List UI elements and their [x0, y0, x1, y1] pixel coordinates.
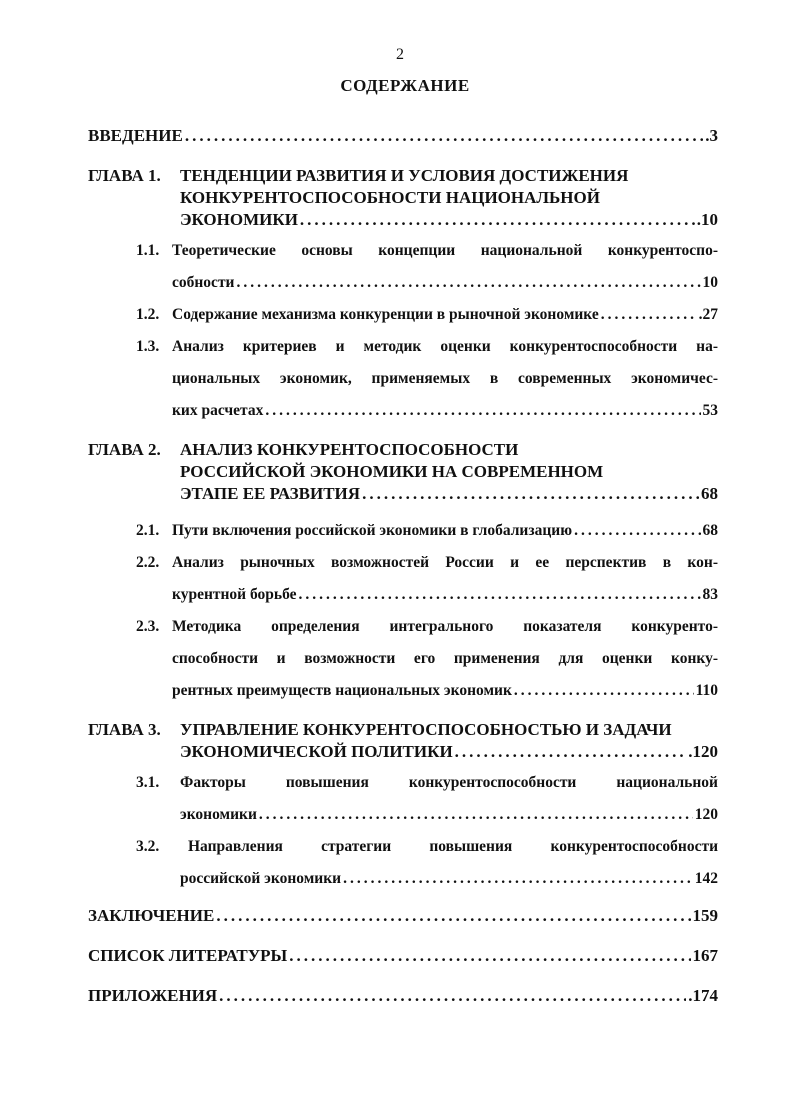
chapter-3-title-line1: УПРАВЛЕНИЕ КОНКУРЕНТОСПОСОБНОСТЬЮ И ЗАДАЧИ: [180, 720, 672, 739]
toc-entry-label: ВВЕДЕНИЕ: [88, 126, 183, 145]
toc-entry-intro[interactable]: [88, 126, 718, 146]
section-number: 2.3.: [136, 618, 160, 635]
section-number: 1.3.: [136, 338, 160, 355]
dot-leader: [343, 870, 693, 888]
toc-entry-section-1-1[interactable]: [172, 274, 718, 292]
toc-entry-page: .174: [688, 986, 718, 1005]
toc-entry-section-3-2[interactable]: [180, 870, 718, 888]
toc-entry-page: 110: [695, 682, 718, 699]
section-1-3-line2[interactable]: циональных экономик, применяемых в современных экономичес-: [172, 370, 718, 387]
toc-entry-page: .3: [705, 126, 718, 145]
section-number: 2.1.: [136, 522, 160, 539]
toc-entry-section-2-2[interactable]: [172, 586, 718, 604]
toc-entry-chapter-1[interactable]: [180, 210, 718, 230]
dot-leader: [259, 806, 693, 824]
section-2-2-line2: курентной борьбе: [172, 586, 297, 603]
chapter-1-prefix: ГЛАВА 1.: [88, 166, 161, 185]
section-1-1-line2: собности: [172, 274, 235, 291]
toc-entry-page: .120: [688, 742, 718, 761]
section-2-1-line1: Пути включения российской экономики в глобализацию: [172, 522, 573, 539]
dot-leader: [601, 306, 697, 324]
toc-entry-label: ЗАКЛЮЧЕНИЕ: [88, 906, 215, 925]
toc-entry-page: 10: [702, 274, 718, 291]
chapter-2-prefix: ГЛАВА 2.: [88, 440, 161, 459]
toc-entry-page: 159: [692, 906, 718, 925]
section-number: 3.2.: [136, 838, 160, 855]
dot-leader: [455, 742, 687, 762]
section-2-3-line1[interactable]: Методика определения интегрального показателя конкуренто-: [172, 618, 718, 635]
section-1-2-line1: Содержание механизма конкуренции в рыночной экономике: [172, 306, 599, 323]
section-3-2-line2: российской экономики: [180, 870, 342, 887]
chapter-1-title-line2: КОНКУРЕНТОСПОСОБНОСТИ НАЦИОНАЛЬНОЙ: [180, 188, 600, 207]
toc-entry-page: .27: [698, 306, 718, 323]
toc-entry-chapter-2[interactable]: [180, 484, 718, 504]
section-number: 3.1.: [136, 774, 160, 791]
toc-entry-section-1-2[interactable]: [172, 306, 718, 324]
dot-leader: [574, 522, 700, 540]
toc-entry-conclusion[interactable]: [88, 906, 718, 926]
chapter-2-title-line3: ЭТАПЕ ЕЕ РАЗВИТИЯ: [180, 484, 361, 503]
dot-leader: [236, 274, 700, 292]
section-number: 2.2.: [136, 554, 160, 571]
section-3-2-line1[interactable]: Направления стратегии повышения конкурентоспособности: [188, 838, 718, 855]
page-title: СОДЕРЖАНИЕ: [340, 76, 470, 95]
chapter-3-title-line2: ЭКОНОМИЧЕСКОЙ ПОЛИТИКИ: [180, 742, 453, 761]
section-1-3-line1[interactable]: Анализ критериев и методик оценки конкурентоспособности на-: [172, 338, 718, 355]
toc-entry-page: 142: [694, 870, 718, 887]
toc-entry-section-1-3[interactable]: [172, 402, 718, 420]
section-2-2-line1[interactable]: Анализ рыночных возможностей России и ее перспектив в кон-: [172, 554, 718, 571]
chapter-3-prefix: ГЛАВА 3.: [88, 720, 161, 739]
section-3-1-line2: экономики: [180, 806, 257, 823]
dot-leader: [185, 126, 703, 146]
toc-entry-page: 167: [692, 946, 718, 965]
toc-entry-page: .10: [696, 210, 718, 229]
toc-entry-references[interactable]: [88, 946, 718, 966]
page-number: 2: [396, 46, 404, 63]
toc-entry-page: 53: [702, 402, 718, 419]
toc-entry-chapter-3[interactable]: [180, 742, 718, 762]
section-number: 1.2.: [136, 306, 160, 323]
toc-entry-page: 68: [702, 522, 718, 539]
chapter-1-title-line1: ТЕНДЕНЦИИ РАЗВИТИЯ И УСЛОВИЯ ДОСТИЖЕНИЯ: [180, 166, 629, 185]
toc-entry-label: ПРИЛОЖЕНИЯ: [88, 986, 218, 1005]
dot-leader: [265, 402, 700, 420]
dot-leader: [216, 906, 690, 926]
section-1-3-line3: ких расчетах: [172, 402, 264, 419]
toc-entry-page: 68: [701, 484, 718, 503]
dot-leader: [219, 986, 686, 1006]
dot-leader: [299, 586, 701, 604]
section-number: 1.1.: [136, 242, 160, 259]
toc-entry-page: 83: [702, 586, 718, 603]
chapter-1-title-line3: ЭКОНОМИКИ: [180, 210, 298, 229]
toc-entry-section-2-3[interactable]: [172, 682, 718, 700]
chapter-2-title-line1: АНАЛИЗ КОНКУРЕНТОСПОСОБНОСТИ: [180, 440, 519, 459]
dot-leader: [514, 682, 694, 700]
toc-entry-section-3-1[interactable]: [180, 806, 718, 824]
dot-leader: [362, 484, 699, 504]
section-3-1-line1[interactable]: Факторы повышения конкурентоспособности национальной: [180, 774, 718, 791]
dot-leader: [289, 946, 690, 966]
dot-leader: [300, 210, 695, 230]
toc-entry-appendix[interactable]: [88, 986, 718, 1006]
toc-entry-section-2-1[interactable]: [172, 522, 718, 540]
section-2-3-line3: рентных преимуществ национальных экономик: [172, 682, 512, 699]
chapter-2-title-line2: РОССИЙСКОЙ ЭКОНОМИКИ НА СОВРЕМЕННОМ: [180, 462, 604, 481]
section-2-3-line2[interactable]: способности и возможности его применения для оценки конку-: [172, 650, 718, 667]
toc-entry-label: СПИСОК ЛИТЕРАТУРЫ: [88, 946, 288, 965]
section-1-1-line1[interactable]: Теоретические основы концепции национальной конкурентоспо-: [172, 242, 718, 259]
toc-entry-page: 120: [694, 806, 718, 823]
